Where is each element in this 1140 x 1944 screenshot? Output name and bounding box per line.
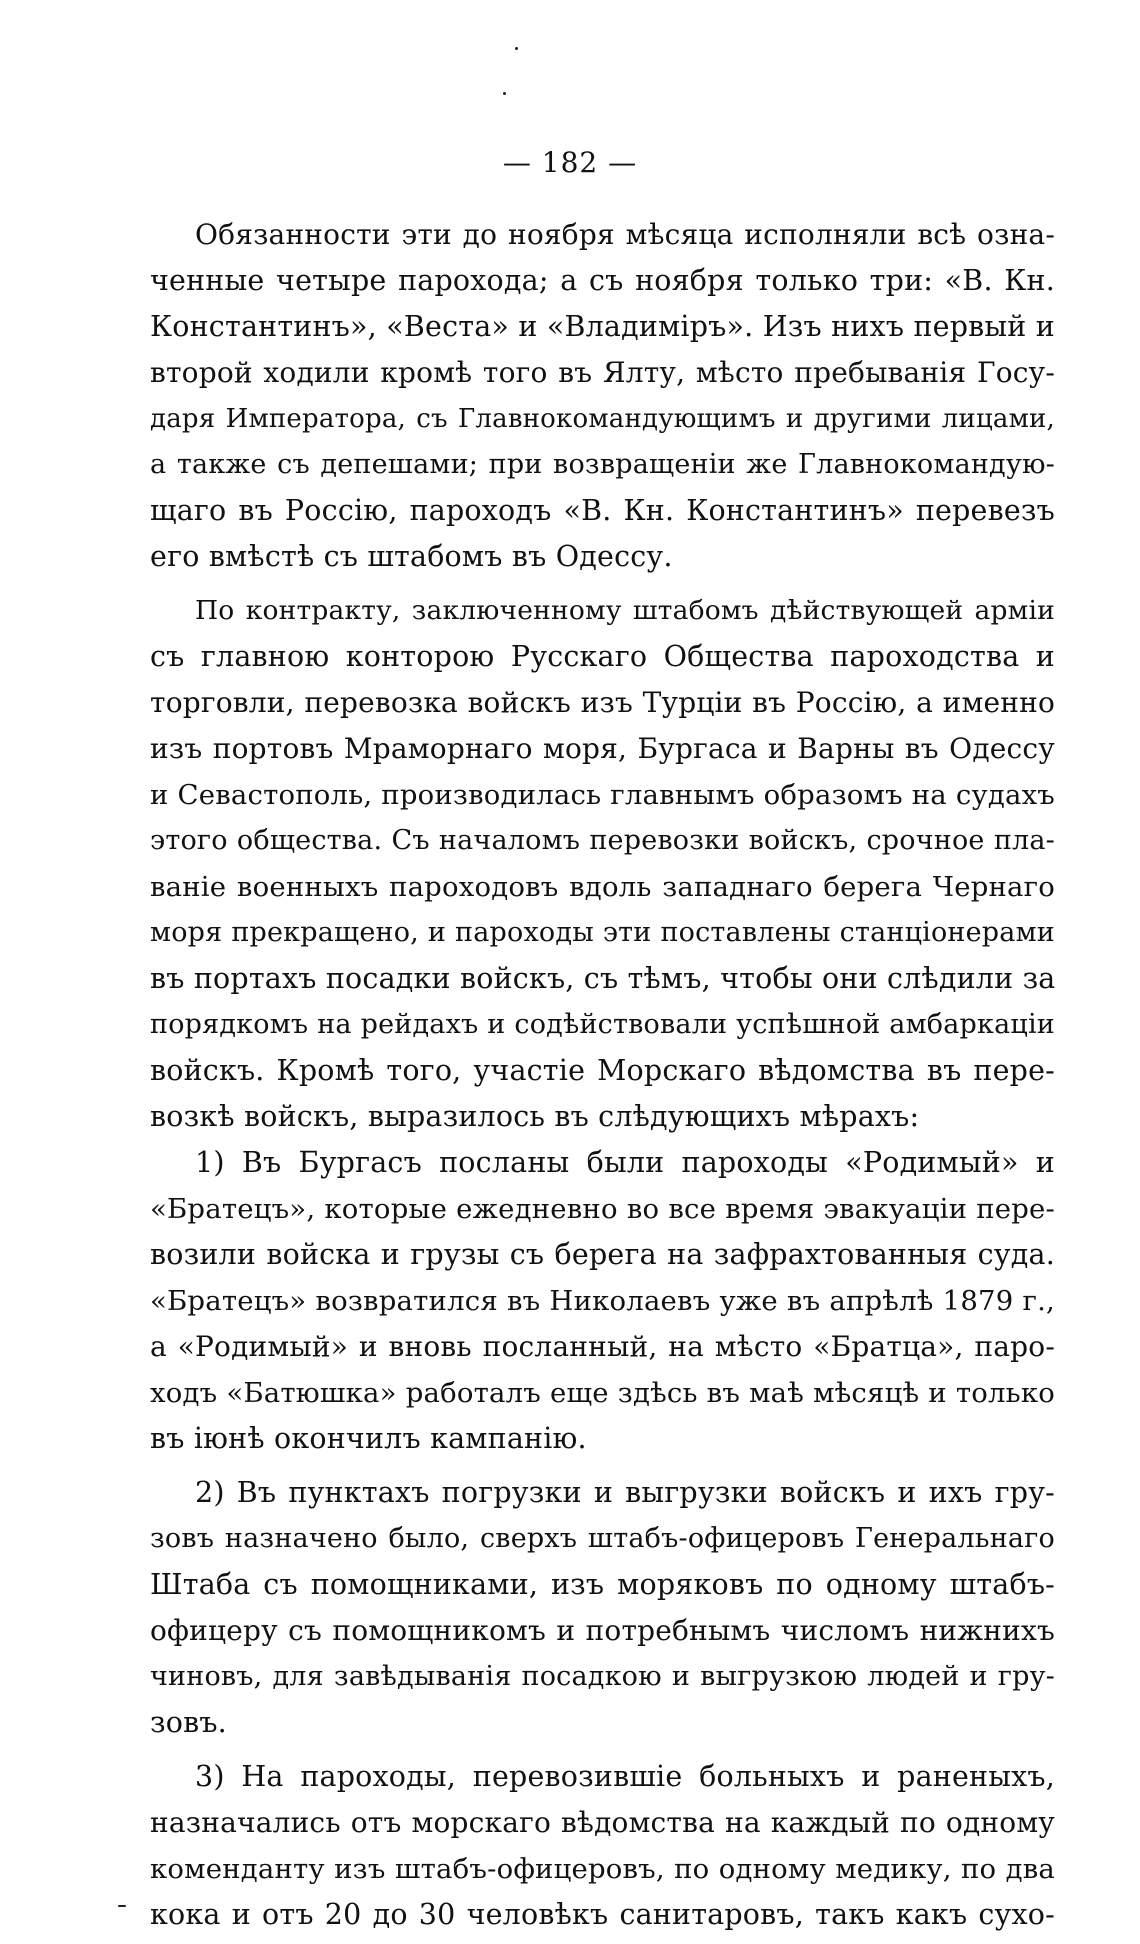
text-line: «Братецъ», которые ежедневно во все время эвакуаціи пере- xyxy=(150,1193,1055,1225)
text-line: а «Родимый» и вновь посланный, на мѣсто «Братца», паро- xyxy=(150,1330,1055,1363)
text-line: порядкомъ на рейдахъ и содѣйствовали успѣшной амбаркаціи xyxy=(150,1009,1055,1040)
text-line: войскъ. Кромѣ того, участіе Морскаго вѣдомства въ пере- xyxy=(150,1054,1055,1087)
ink-speck xyxy=(515,47,518,50)
text-line: Обязанности эти до ноября мѣсяца исполняли всѣ озна- xyxy=(195,218,1055,251)
text-line: чиновъ, для завѣдыванія посадкою и выгрузкою людей и гру- xyxy=(150,1661,1055,1692)
text-line: ваніе военныхъ пароходовъ вдоль западнаго берега Чернаго xyxy=(150,871,1055,903)
text-line: возкѣ войскъ, выразилось въ слѣдующихъ мѣрахъ: xyxy=(150,1100,920,1133)
ink-speck xyxy=(118,1905,126,1907)
text-line: даря Императора, съ Главнокомандующимъ и другими лицами, xyxy=(150,404,1055,434)
text-line: ходъ «Батюшка» работалъ еще здѣсь въ маѣ мѣсяцѣ и только xyxy=(150,1377,1055,1409)
text-line: въ іюнѣ окончилъ кампанію. xyxy=(150,1422,587,1455)
text-line: съ главною конторою Русскаго Общества пароходства и xyxy=(150,640,1055,673)
text-line: Константинъ», «Веста» и «Владиміръ». Изъ нихъ первый и xyxy=(150,310,1055,343)
text-line: моря прекращено, и пароходы эти поставлены станціонерами xyxy=(150,917,1055,948)
text-line: и Севастополь, производилась главнымъ образомъ на судахъ xyxy=(150,779,1055,811)
text-line: его вмѣстѣ съ штабомъ въ Одессу. xyxy=(150,540,673,573)
text-line: «Братецъ» возвратился въ Николаевъ уже въ апрѣлѣ 1879 г., xyxy=(150,1285,1055,1317)
text-line: коменданту изъ штабъ-офицеровъ, по одному медику, по два xyxy=(150,1853,1055,1885)
text-line: 3) На пароходы, перевозившіе больныхъ и раненыхъ, xyxy=(195,1760,1055,1793)
body-text xyxy=(150,212,1055,1938)
text-line: щаго въ Россію, пароходъ «В. Кн. Константинъ» перевезъ xyxy=(150,494,1055,527)
text-line: кока и отъ 20 до 30 человѣкъ санитаровъ, такъ какъ сухо- xyxy=(150,1898,1055,1931)
text-line: зовъ назначено было, сверхъ штабъ-офицеровъ Генеральнаго xyxy=(150,1523,1055,1554)
text-line: Штаба съ помощниками, изъ моряковъ по одному штабъ- xyxy=(150,1568,1055,1601)
text-line: изъ портовъ Мраморнаго моря, Бургаса и Варны въ Одессу xyxy=(150,732,1055,765)
text-line: 1) Въ Бургасъ посланы были пароходы «Родимый» и xyxy=(195,1146,1055,1179)
text-line: второй ходили кромѣ того въ Ялту, мѣсто пребыванія Госу- xyxy=(150,356,1055,389)
ink-speck xyxy=(503,92,506,95)
text-line: 2) Въ пунктахъ погрузки и выгрузки войскъ и ихъ гру- xyxy=(195,1476,1055,1509)
text-line: По контракту, заключенному штабомъ дѣйствующей арміи xyxy=(195,595,1055,626)
text-line: въ портахъ посадки войскъ, съ тѣмъ, чтобы они слѣдили за xyxy=(150,962,1056,995)
text-line: торговли, перевозка войскъ изъ Турціи въ Россію, а именно xyxy=(150,686,1055,719)
text-line: ченные четыре парохода; а съ ноября только три: «В. Кн. xyxy=(150,264,1055,297)
text-line: возили войска и грузы съ берега на зафрахтованныя суда. xyxy=(150,1238,1055,1271)
text-line: назначались отъ морскаго вѣдомства на каждый по одному xyxy=(150,1806,1055,1839)
text-line: а также съ депешами; при возвращеніи же Главнокомандую- xyxy=(150,449,1055,480)
text-line: этого общества. Съ началомъ перевозки войскъ, срочное пла- xyxy=(150,825,1055,856)
text-line: офицеру съ помощникомъ и потребнымъ числомъ нижнихъ xyxy=(150,1614,1055,1647)
page-number: — 182 — xyxy=(502,146,638,179)
text-line: зовъ. xyxy=(150,1706,227,1739)
